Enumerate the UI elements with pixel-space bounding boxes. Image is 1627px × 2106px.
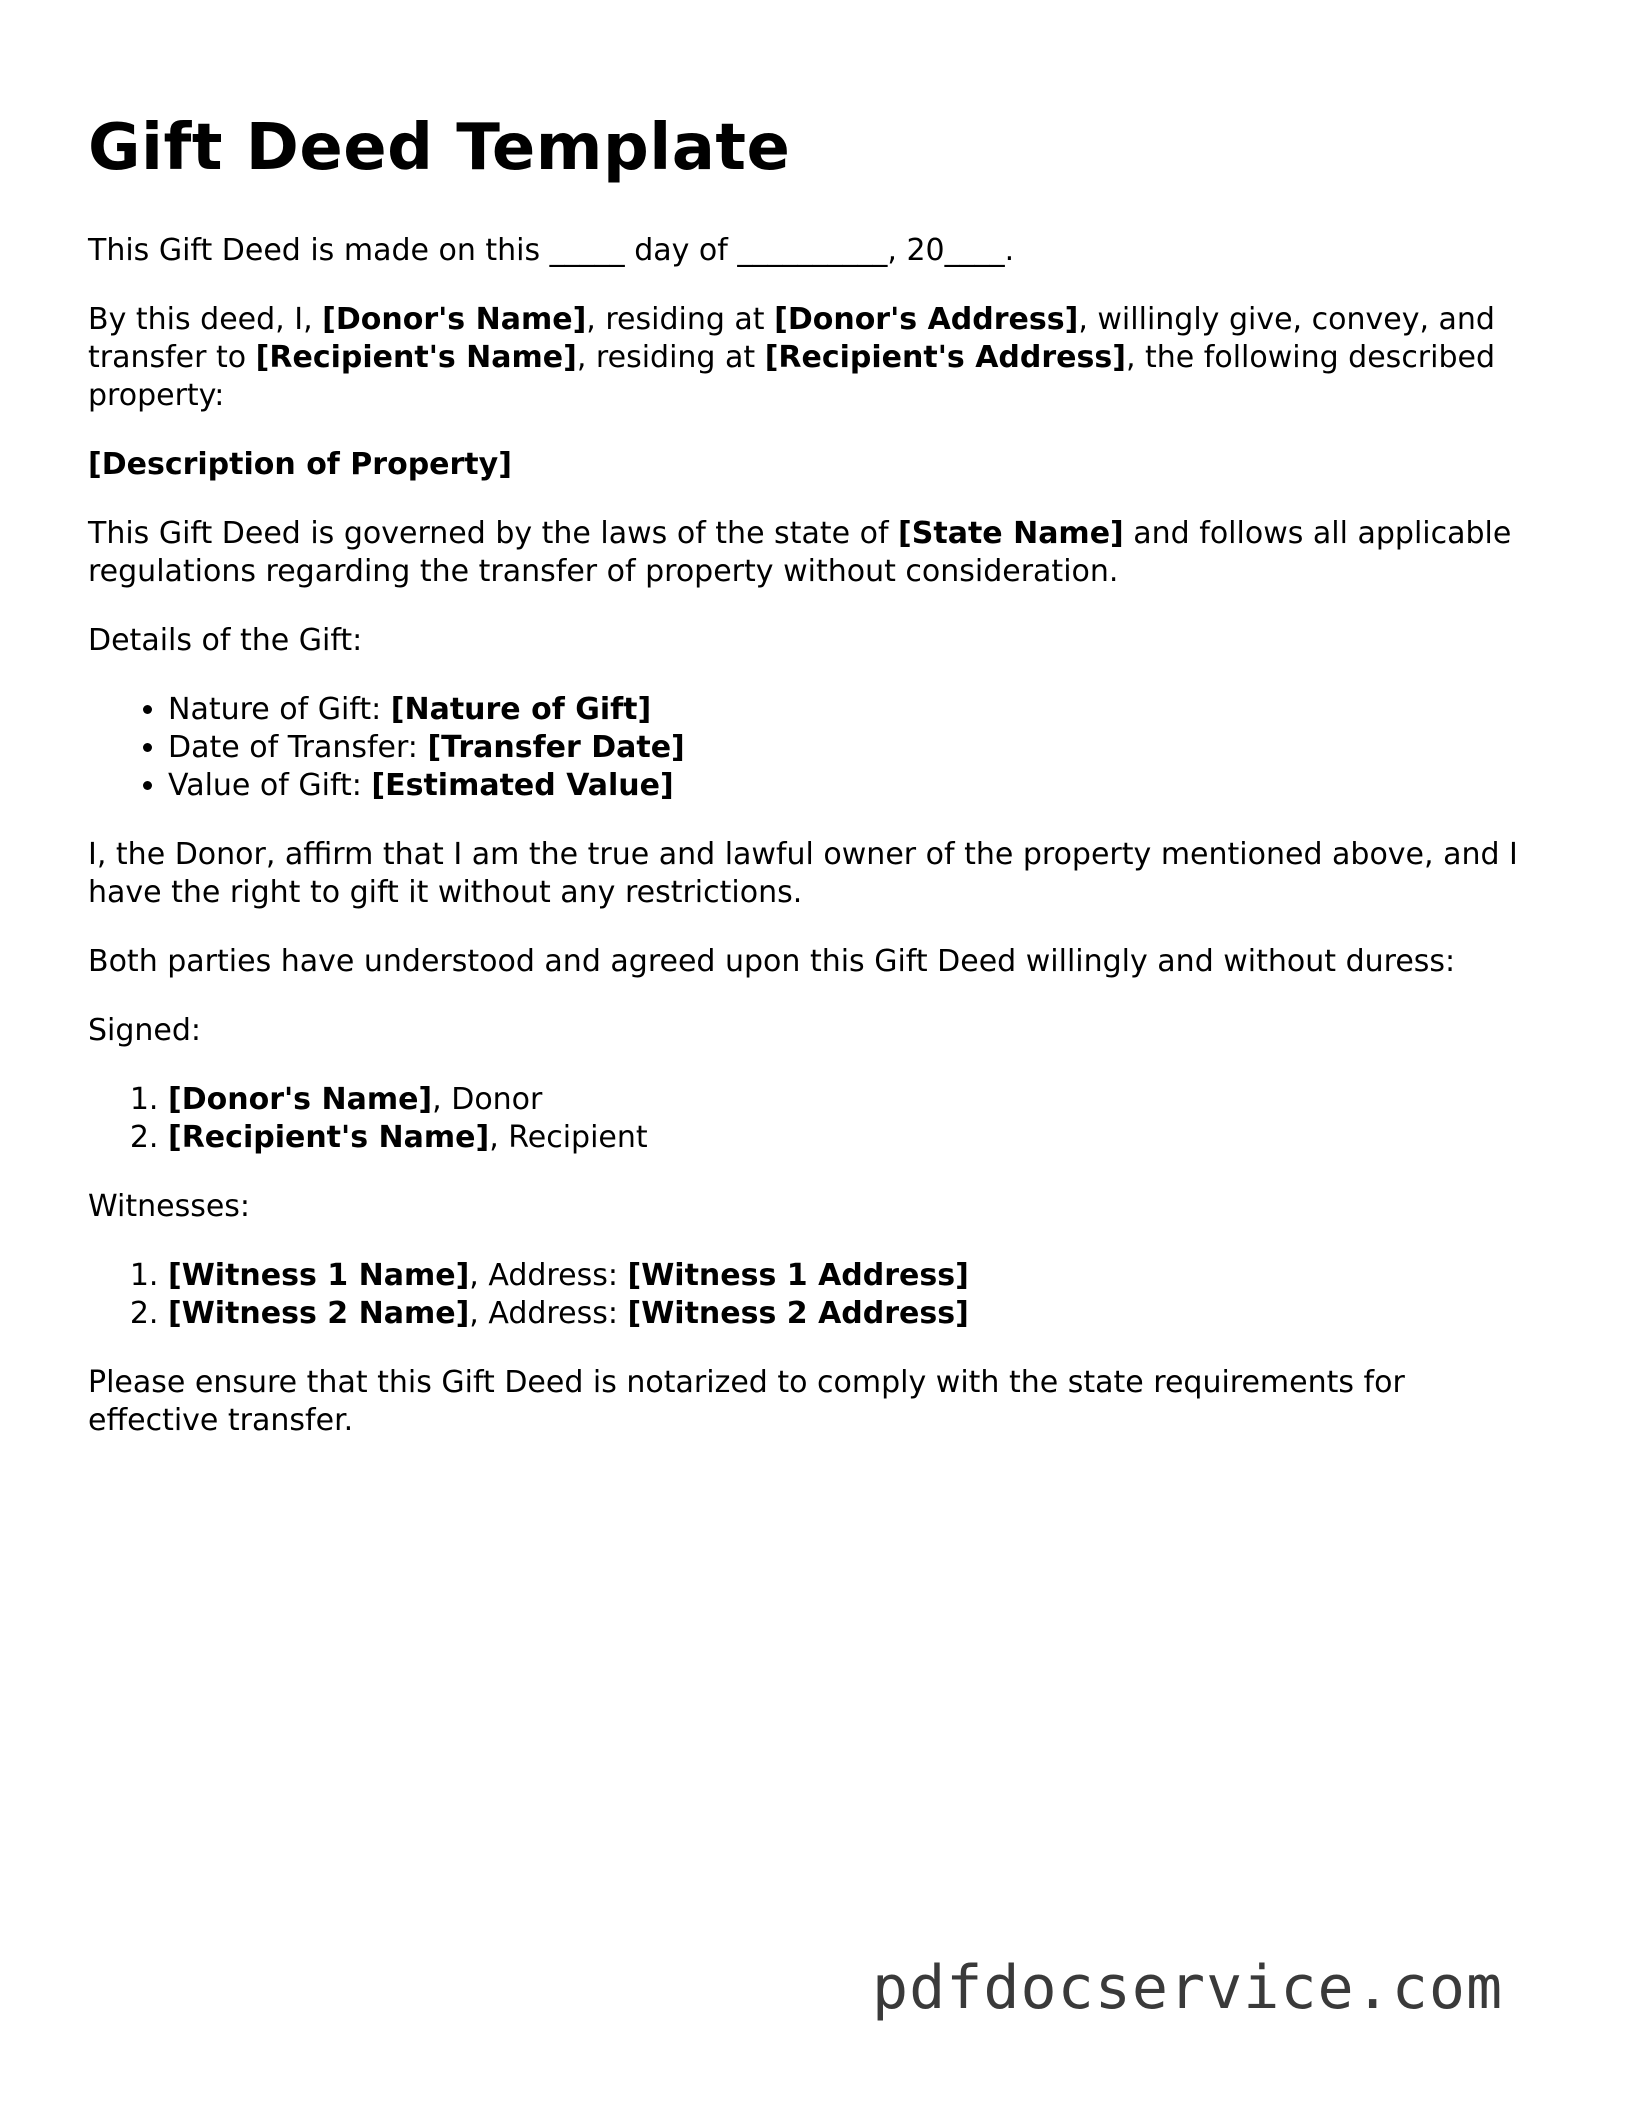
document-page (88, 108, 1538, 1471)
list-item (168, 1119, 1538, 1157)
witness-address: [Witness 1 Address] (627, 1258, 969, 1293)
intro-paragraph (88, 232, 1538, 270)
witness-address: [Witness 2 Address] (627, 1296, 969, 1331)
details-list (88, 691, 1538, 805)
witness-address-label: , Address: (469, 1296, 628, 1331)
signed-list (88, 1081, 1538, 1157)
list-item (168, 767, 1538, 805)
intro-text: This Gift Deed is made on this _____ day of __________, 20____. (88, 233, 1015, 268)
notary-note: Please ensure that this Gift Deed is notarized to comply with the state requirements for effective transfer. (88, 1365, 1405, 1438)
detail-value: [Transfer Date] (427, 730, 685, 765)
donor-address-placeholder: [Donor's Address] (774, 302, 1079, 337)
signer-role: , Donor (432, 1082, 543, 1117)
recipient-name-placeholder: [Recipient's Name] (255, 340, 577, 375)
witness-address-label: , Address: (469, 1258, 628, 1293)
governing-text-1: This Gift Deed is governed by the laws of the state of (88, 516, 899, 551)
list-item (168, 1081, 1538, 1119)
detail-label: Date of Transfer: (168, 730, 428, 765)
detail-value: [Estimated Value] (371, 768, 674, 803)
deed-paragraph (88, 301, 1538, 415)
details-heading: Details of the Gift: (88, 623, 363, 658)
property-description (88, 446, 1538, 484)
detail-value: [Nature of Gift] (390, 692, 652, 727)
list-item (168, 729, 1538, 767)
signer-name: [Donor's Name] (168, 1082, 433, 1117)
deed-text-4: , residing at (576, 340, 765, 375)
detail-label: Nature of Gift: (168, 692, 391, 727)
deed-text-2: , residing at (586, 302, 775, 337)
detail-label: Value of Gift: (168, 768, 372, 803)
property-description-placeholder: [Description of Property] (88, 447, 512, 482)
governing-text-2: and follows all applicable regulations regarding the transfer of property without consideration. (88, 516, 1512, 589)
watermark: pdfdocservice.com (872, 1953, 1504, 2023)
witnesses-heading: Witnesses: (88, 1189, 251, 1224)
affirmation-paragraph: I, the Donor, affirm that I am the true and lawful owner of the property mentioned above, and I have the right to gift it without any restrictions. (88, 837, 1518, 910)
witnesses-list (88, 1257, 1538, 1333)
signed-heading: Signed: (88, 1013, 202, 1048)
list-item (168, 691, 1538, 729)
governing-paragraph (88, 515, 1538, 591)
recipient-address-placeholder: [Recipient's Address] (764, 340, 1126, 375)
witness-name: [Witness 2 Name] (168, 1296, 470, 1331)
state-name-placeholder: [State Name] (898, 516, 1124, 551)
list-item (168, 1295, 1538, 1333)
witness-name: [Witness 1 Name] (168, 1258, 470, 1293)
deed-text-3: , willingly give, convey, and transfer to (88, 302, 1495, 375)
agreement-paragraph: Both parties have understood and agreed upon this Gift Deed willingly and without duress: (88, 944, 1456, 979)
deed-text-1: By this deed, I, (88, 302, 323, 337)
page-title: Gift Deed Template (88, 111, 791, 185)
signer-name: [Recipient's Name] (168, 1120, 490, 1155)
deed-text-5: , the following described property: (88, 340, 1496, 413)
list-item (168, 1257, 1538, 1295)
donor-name-placeholder: [Donor's Name] (322, 302, 587, 337)
signer-role: , Recipient (489, 1120, 648, 1155)
